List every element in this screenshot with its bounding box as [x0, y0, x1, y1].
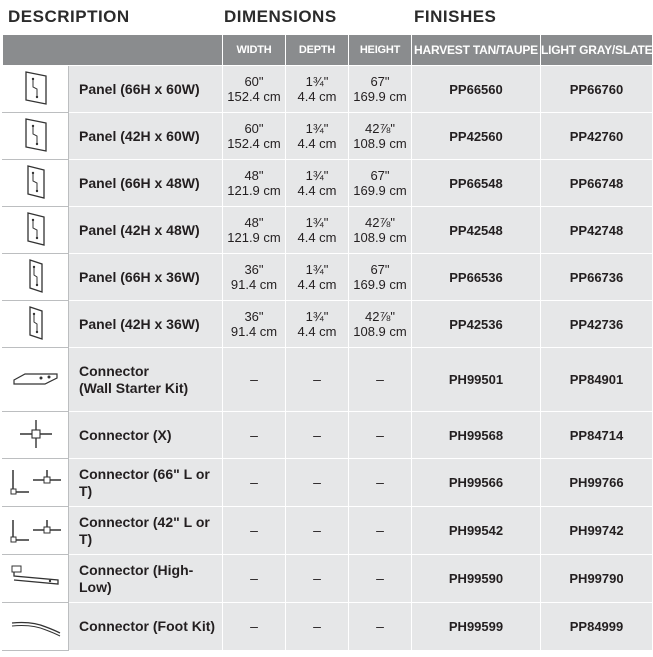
row-description: Connector (Foot Kit) [69, 603, 223, 651]
table-row [3, 507, 653, 555]
depth-cell: 1¾" 4.4 cm [286, 254, 349, 301]
width-cell: 60" 152.4 cm [223, 66, 286, 113]
height-cell: 42⅞" 108.9 cm [349, 301, 412, 348]
lt-connector-icon [3, 459, 69, 507]
height-cell: – [349, 603, 412, 651]
height-cell: 67" 169.9 cm [349, 254, 412, 301]
width-cell: 60" 152.4 cm [223, 113, 286, 160]
depth-cell: – [286, 603, 349, 651]
height-cell: 42⅞" 108.9 cm [349, 207, 412, 254]
table-row [3, 603, 653, 651]
finish-gray-code: PP42748 [541, 207, 653, 254]
depth-cell: 1¾" 4.4 cm [286, 160, 349, 207]
finishes-heading: FINISHES [414, 7, 497, 26]
height-cell: 67" 169.9 cm [349, 66, 412, 113]
width-cell: – [223, 348, 286, 412]
table-row [3, 66, 653, 113]
finish-gray-code: PP42736 [541, 301, 653, 348]
high-low-icon [3, 555, 69, 603]
description-heading: DESCRIPTION [8, 7, 130, 26]
finish-gray-code: PH99790 [541, 555, 653, 603]
finish-tan-code: PP42536 [412, 301, 541, 348]
width-cell: – [223, 412, 286, 459]
wall-starter-icon [3, 348, 69, 412]
width-cell: 48" 121.9 cm [223, 207, 286, 254]
table-row [3, 412, 653, 459]
row-description: Connector (X) [69, 412, 223, 459]
row-description: Panel (42H x 60W) [69, 113, 223, 160]
finish-gray-code: PH99742 [541, 507, 653, 555]
row-description: Connector (42" L or T) [69, 507, 223, 555]
finish-tan-code: PH99590 [412, 555, 541, 603]
table-row [3, 113, 653, 160]
finish-tan-code: PP42560 [412, 113, 541, 160]
row-description: Connector (Wall Starter Kit) [69, 348, 223, 412]
height-cell: – [349, 555, 412, 603]
depth-cell: 1¾" 4.4 cm [286, 113, 349, 160]
depth-cell: 1¾" 4.4 cm [286, 66, 349, 113]
depth-cell: 1¾" 4.4 cm [286, 207, 349, 254]
width-cell: – [223, 603, 286, 651]
depth-cell: – [286, 459, 349, 507]
table-row [3, 459, 653, 507]
height-cell: 67" 169.9 cm [349, 160, 412, 207]
height-column-header: HEIGHT [349, 35, 412, 66]
panel-icon [3, 113, 69, 160]
depth-cell: – [286, 412, 349, 459]
width-cell: 36" 91.4 cm [223, 254, 286, 301]
finish-tan-code: PH99599 [412, 603, 541, 651]
row-description: Panel (42H x 36W) [69, 301, 223, 348]
row-description: Connector (High-Low) [69, 555, 223, 603]
height-cell: – [349, 412, 412, 459]
panel-icon [3, 207, 69, 254]
finish-gray-code: PP66736 [541, 254, 653, 301]
lt-connector-icon [3, 507, 69, 555]
depth-cell: – [286, 348, 349, 412]
x-connector-icon [3, 412, 69, 459]
finish-gray-code: PP84901 [541, 348, 653, 412]
finish-gray-code: PP42760 [541, 113, 653, 160]
finish-tan-code: PH99568 [412, 412, 541, 459]
table-row [3, 555, 653, 603]
row-description: Panel (66H x 48W) [69, 160, 223, 207]
panel-icon [3, 66, 69, 113]
light-gray-column-header: LIGHT GRAY/SLATE [541, 35, 653, 66]
table-row [3, 348, 653, 412]
height-cell: – [349, 459, 412, 507]
table-header-row [3, 35, 653, 66]
harvest-tan-column-header: HARVEST TAN/TAUPE [412, 35, 541, 66]
height-cell: 42⅞" 108.9 cm [349, 113, 412, 160]
table-row [3, 160, 653, 207]
height-cell: – [349, 348, 412, 412]
dimensions-heading: DIMENSIONS [224, 7, 337, 26]
depth-cell: – [286, 507, 349, 555]
finish-gray-code: PP84714 [541, 412, 653, 459]
panel-icon [3, 254, 69, 301]
finish-tan-code: PP66536 [412, 254, 541, 301]
panel-icon [3, 160, 69, 207]
width-cell: – [223, 459, 286, 507]
row-description: Panel (42H x 48W) [69, 207, 223, 254]
finish-gray-code: PH99766 [541, 459, 653, 507]
width-cell: 36" 91.4 cm [223, 301, 286, 348]
finish-tan-code: PH99501 [412, 348, 541, 412]
finish-gray-code: PP66760 [541, 66, 653, 113]
foot-kit-icon [3, 603, 69, 651]
description-column-header [3, 35, 223, 66]
finish-tan-code: PP42548 [412, 207, 541, 254]
row-description: Connector (66" L or T) [69, 459, 223, 507]
depth-cell: 1¾" 4.4 cm [286, 301, 349, 348]
row-description: Panel (66H x 60W) [69, 66, 223, 113]
finish-gray-code: PP66748 [541, 160, 653, 207]
finish-tan-code: PH99542 [412, 507, 541, 555]
finish-gray-code: PP84999 [541, 603, 653, 651]
table-row [3, 301, 653, 348]
product-spec-table [2, 34, 653, 651]
finish-tan-code: PP66548 [412, 160, 541, 207]
finish-tan-code: PP66560 [412, 66, 541, 113]
table-row [3, 254, 653, 301]
height-cell: – [349, 507, 412, 555]
width-cell: 48" 121.9 cm [223, 160, 286, 207]
depth-cell: – [286, 555, 349, 603]
width-column-header: WIDTH [223, 35, 286, 66]
row-description: Panel (66H x 36W) [69, 254, 223, 301]
depth-column-header: DEPTH [286, 35, 349, 66]
width-cell: – [223, 507, 286, 555]
panel-icon [3, 301, 69, 348]
table-row [3, 207, 653, 254]
finish-tan-code: PH99566 [412, 459, 541, 507]
width-cell: – [223, 555, 286, 603]
